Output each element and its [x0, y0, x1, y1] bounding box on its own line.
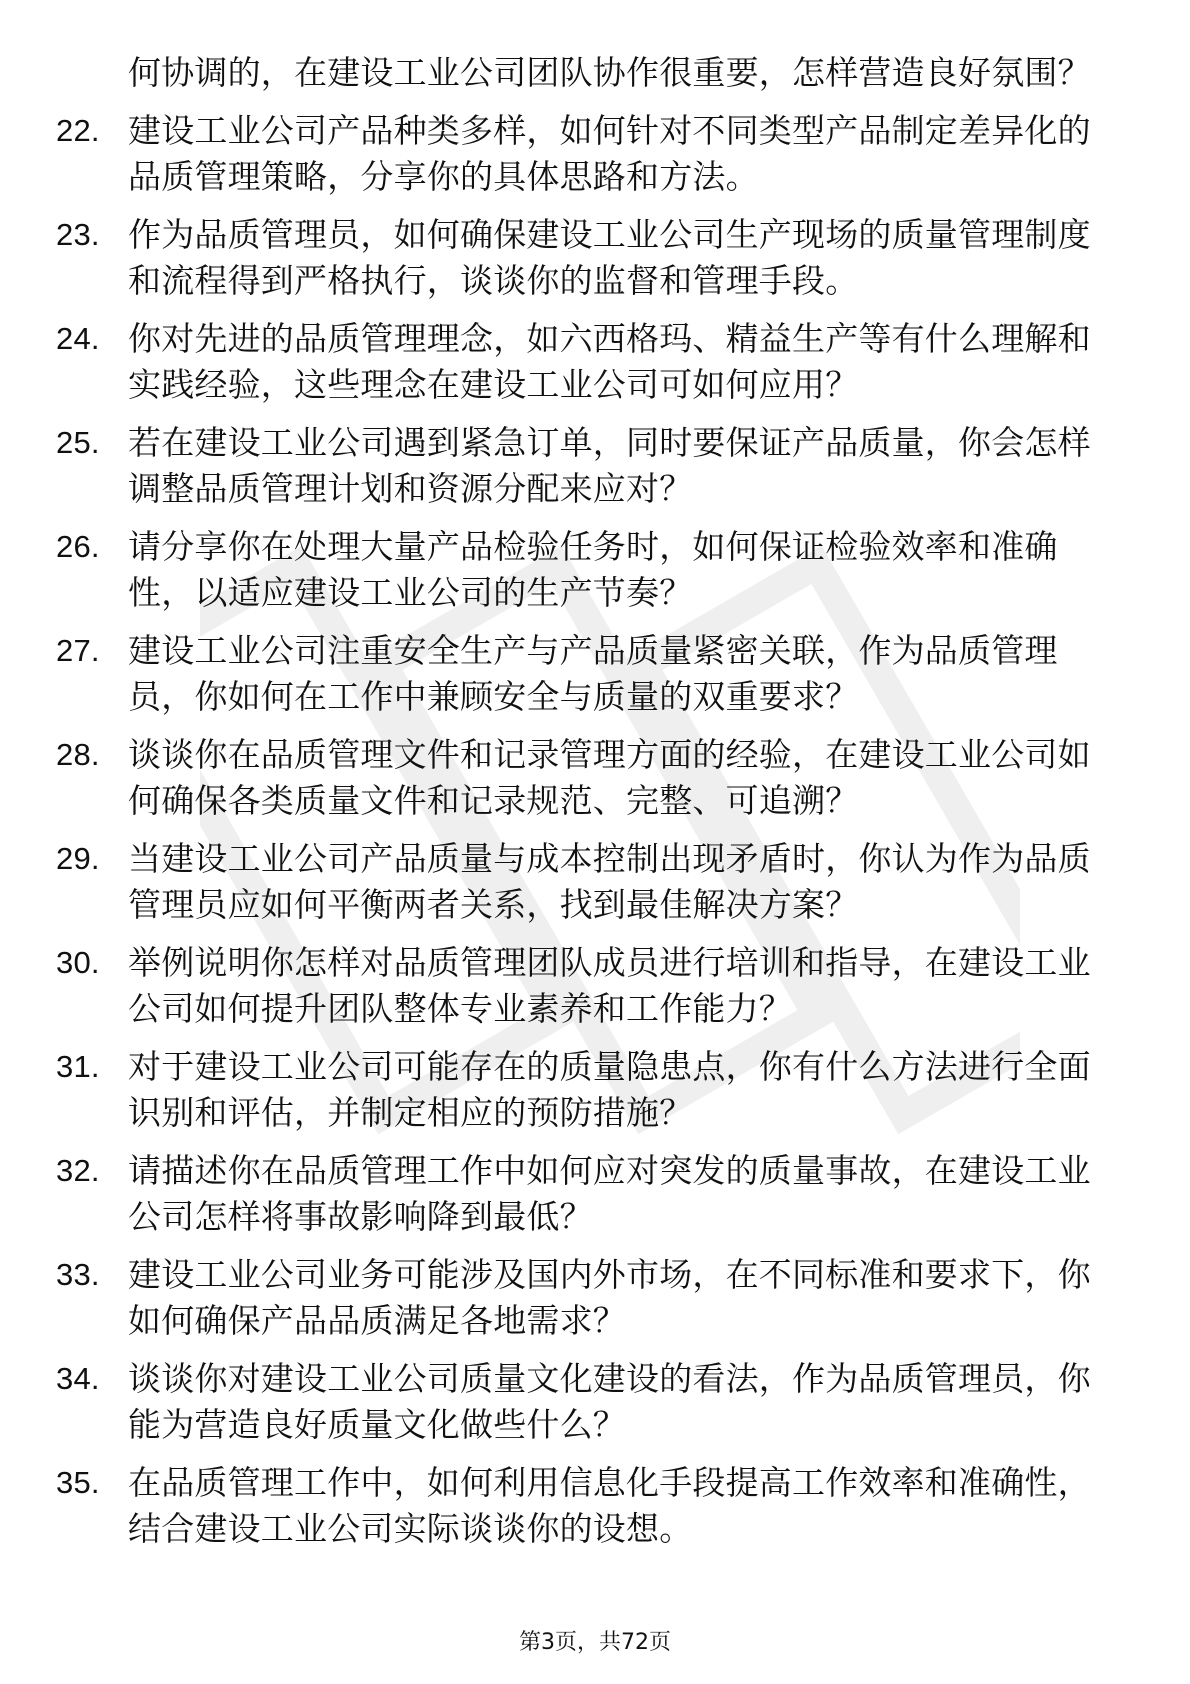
question-text: 请描述你在品质管理工作中如何应对突发的质量事故，在建设工业公司怎样将事故影响降到最低？ — [128, 1151, 1091, 1236]
list-item-continuation — [128, 50, 1118, 96]
question-number: 29. — [56, 841, 100, 876]
list-item — [56, 108, 1118, 200]
question-number: 28. — [56, 737, 100, 772]
question-number: 22. — [56, 113, 100, 148]
page-number: 第3页，共72页 — [519, 1630, 671, 1655]
question-number: 24. — [56, 321, 100, 356]
list-item — [56, 524, 1118, 616]
question-text: 谈谈你对建设工业公司质量文化建设的看法，作为品质管理员，你能为营造良好质量文化做些什么？ — [128, 1359, 1091, 1444]
question-text: 对于建设工业公司可能存在的质量隐患点，你有什么方法进行全面识别和评估，并制定相应的预防措施？ — [128, 1047, 1091, 1132]
list-item — [56, 1148, 1118, 1240]
list-item — [56, 420, 1118, 512]
list-item — [56, 628, 1118, 720]
question-text: 建设工业公司业务可能涉及国内外市场，在不同标准和要求下，你如何确保产品品质满足各地需求？ — [128, 1255, 1091, 1340]
question-number: 26. — [56, 529, 100, 564]
question-number: 23. — [56, 217, 100, 252]
question-number: 25. — [56, 425, 100, 460]
question-number: 33. — [56, 1257, 100, 1292]
question-number: 35. — [56, 1465, 100, 1500]
question-text: 请分享你在处理大量产品检验任务时，如何保证检验效率和准确性，以适应建设工业公司的生产节奏？ — [128, 527, 1058, 612]
question-text: 谈谈你在品质管理文件和记录管理方面的经验，在建设工业公司如何确保各类质量文件和记录规范、完整、可追溯？ — [128, 735, 1091, 820]
list-item — [56, 1252, 1118, 1344]
question-number: 32. — [56, 1153, 100, 1188]
question-text: 何协调的，在建设工业公司团队协作很重要，怎样营造良好氛围？ — [128, 53, 1091, 92]
question-text: 当建设工业公司产品质量与成本控制出现矛盾时，你认为作为品质管理员应如何平衡两者关系，找到最佳解决方案？ — [128, 839, 1091, 924]
question-number: 27. — [56, 633, 100, 668]
list-item — [56, 732, 1118, 824]
list-item — [56, 940, 1118, 1032]
question-text: 在品质管理工作中，如何利用信息化手段提高工作效率和准确性，结合建设工业公司实际谈谈你的设想。 — [128, 1463, 1091, 1548]
question-number: 34. — [56, 1361, 100, 1396]
question-number: 31. — [56, 1049, 100, 1084]
question-text: 建设工业公司注重安全生产与产品质量紧密关联，作为品质管理员，你如何在工作中兼顾安全与质量的双重要求？ — [128, 631, 1058, 716]
question-text: 举例说明你怎样对品质管理团队成员进行培训和指导，在建设工业公司如何提升团队整体专业素养和工作能力？ — [128, 943, 1091, 1028]
list-item — [56, 836, 1118, 928]
question-text: 建设工业公司产品种类多样，如何针对不同类型产品制定差异化的品质管理策略，分享你的具体思路和方法。 — [128, 111, 1091, 196]
question-text: 若在建设工业公司遇到紧急订单，同时要保证产品质量，你会怎样调整品质管理计划和资源分配来应对？ — [128, 423, 1091, 508]
list-item — [56, 316, 1118, 408]
list-item — [56, 212, 1118, 304]
list-item — [56, 1044, 1118, 1136]
question-text: 你对先进的品质管理理念，如六西格玛、精益生产等有什么理解和实践经验，这些理念在建设工业公司可如何应用？ — [128, 319, 1091, 404]
list-item — [56, 1460, 1118, 1552]
question-text: 作为品质管理员，如何确保建设工业公司生产现场的质量管理制度和流程得到严格执行，谈谈你的监督和管理手段。 — [128, 215, 1091, 300]
list-item — [56, 1356, 1118, 1448]
question-list — [0, 50, 1190, 1564]
question-number: 30. — [56, 945, 100, 980]
